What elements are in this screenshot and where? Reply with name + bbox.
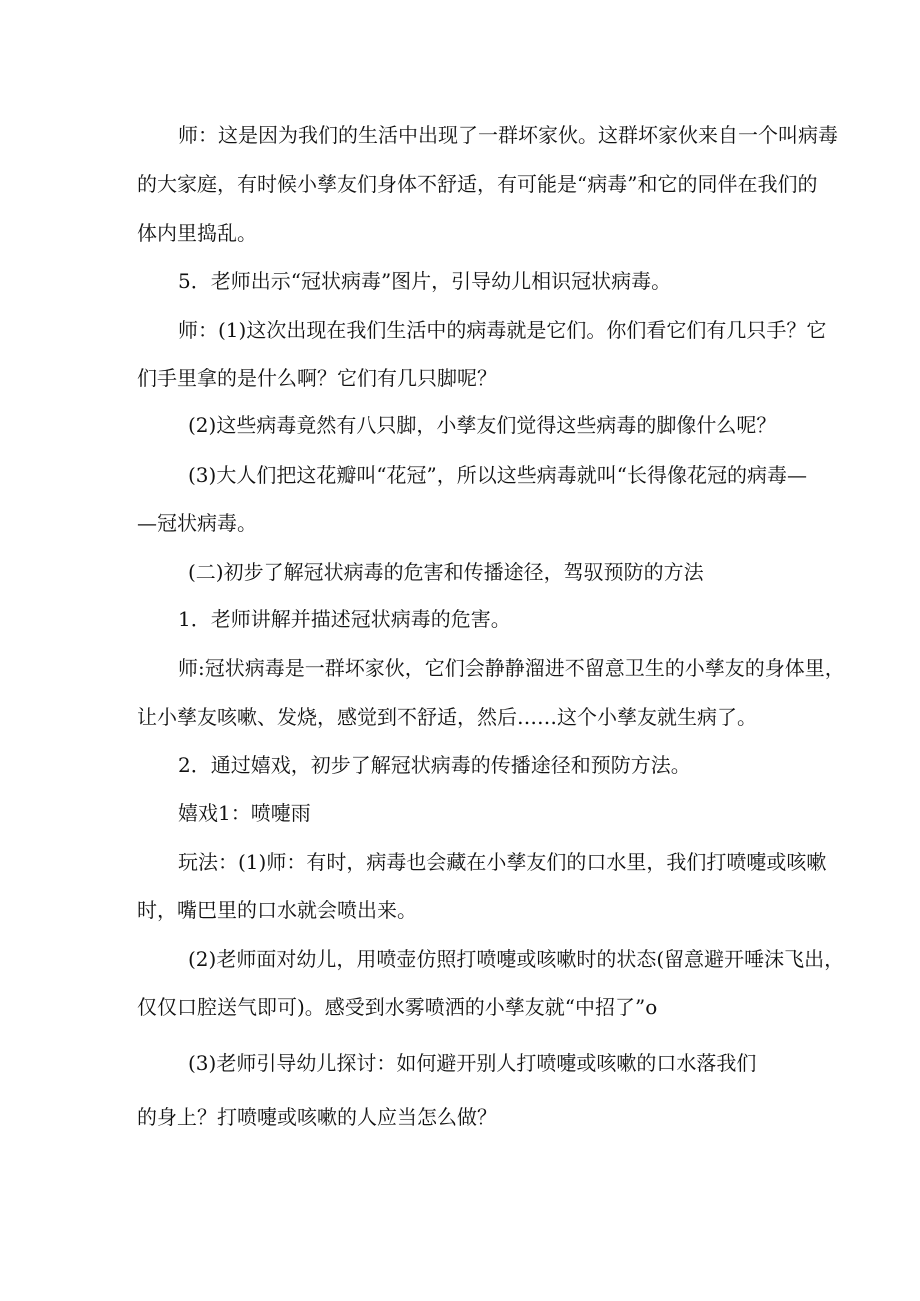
paragraph-line: 的身上？打喷嚏或咳嗽的人应当怎么做？: [137, 1105, 497, 1129]
paragraph-line: (3)大人们把这花瓣叫“花冠”，所以这些病毒就叫“长得像花冠的病毒—: [188, 463, 808, 487]
paragraph-line: (2)这些病毒竟然有八只脚，小孳友们觉得这些病毒的脚像什么呢？: [188, 413, 777, 437]
paragraph-line: 师:冠状病毒是一群坏家伙，它们会静静溜进不留意卫生的小孳友的身体里，: [178, 656, 845, 680]
paragraph-line: 玩法：(1)师：有时，病毒也会藏在小孳友们的口水里，我们打喷嚏或咳嗽: [178, 850, 827, 874]
paragraph-line: 1．老师讲解并描述冠状病毒的危害。: [178, 607, 511, 631]
paragraph-line: 时，嘴巴里的口水就会喷出来。: [137, 898, 417, 922]
paragraph-line: 体内里捣乱。: [137, 221, 257, 245]
paragraph-line: 师：这是因为我们的生活中出现了一群坏家伙。这群坏家伙来自一个叫病毒: [178, 123, 838, 147]
paragraph-line: 2．通过嬉戏，初步了解冠状病毒的传播途径和预防方法。: [178, 753, 691, 777]
game-title: 嬉戏1：喷嚏雨: [178, 801, 311, 825]
paragraph-line: 师：(1)这次出现在我们生活中的病毒就是它们。你们看它们有几只手？它: [178, 318, 827, 342]
paragraph-line: 的大家庭，有时候小孳友们身体不舒适，有可能是“病毒”和它的同伴在我们的: [137, 172, 818, 196]
section-heading: (二)初步了解冠状病毒的危害和传播途径，驾驭预防的方法: [188, 560, 704, 584]
paragraph-line: (2)老师面对幼儿，用喷壶仿照打喷嚏或咳嗽时的状态(留意避开唾沫飞出，: [188, 947, 845, 971]
paragraph-line: —冠状病毒。: [137, 511, 257, 535]
paragraph-line: 让小孳友咳嗽、发烧，感觉到不舒适，然后……这个小孳友就生病了。: [137, 705, 757, 729]
paragraph-line: 仅仅口腔送气即可)。感受到水雾喷洒的小孳友就“中招了”o: [137, 995, 658, 1019]
paragraph-line: 5．老师出示“冠状病毒”图片，引导幼儿相识冠状病毒。: [178, 269, 672, 293]
paragraph-line: 们手里拿的是什么啊？它们有几只脚呢？: [137, 366, 497, 390]
paragraph-line: (3)老师引导幼儿探讨：如何避开别人打喷嚏或咳嗽的口水落我们: [188, 1051, 757, 1075]
